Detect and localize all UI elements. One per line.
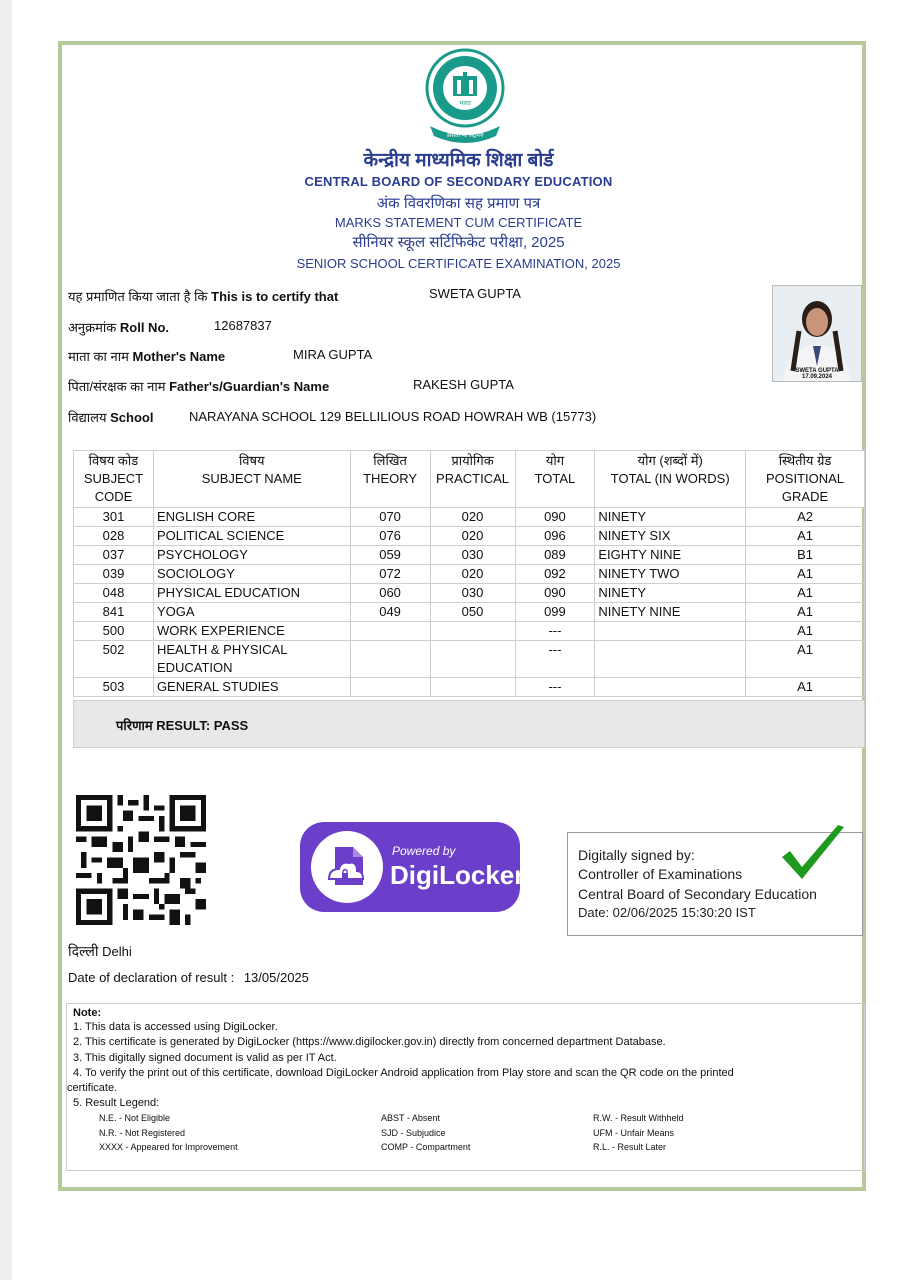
result-label-hindi: परिणाम: [116, 718, 153, 733]
signature-line-1: Digitally signed by:: [578, 847, 695, 863]
certify-label-english: This is to certify that: [211, 289, 339, 304]
school-name: NARAYANA SCHOOL 129 BELLILIOUS ROAD HOWRAH WB (15773): [189, 409, 597, 424]
roll-label: [68, 318, 169, 336]
table-row: 037 PSYCHOLOGY 059 030 089 EIGHTY NINE B1: [74, 546, 865, 565]
mother-label-hindi: माता का नाम: [68, 349, 129, 364]
legend-item: N.E. - Not Eligible: [99, 1113, 171, 1123]
mother-label: [68, 347, 225, 365]
qr-code[interactable]: [76, 795, 206, 925]
verified-checkmark-icon: [778, 823, 848, 885]
signature-line-3: Central Board of Secondary Education: [578, 886, 817, 902]
note-item: 4. To verify the print out of this certificate, download DigiLocker Android application from Play store and scan the QR code on the printed: [73, 1067, 734, 1079]
photo-caption: [773, 368, 861, 380]
digilocker-logo: [311, 831, 383, 903]
legend-item: R.L. - Result Later: [593, 1142, 667, 1152]
table-row: 503 GENERAL STUDIES --- A1: [74, 678, 865, 697]
table-row: 301 ENGLISH CORE 070 020 090 NINETY A2: [74, 508, 865, 527]
digilocker-badge[interactable]: [300, 822, 525, 912]
exam-name-hindi: सीनियर स्कूल सर्टिफिकेट परीक्षा, 2025: [352, 234, 565, 251]
document-type-english: MARKS STATEMENT CUM CERTIFICATE: [334, 215, 583, 230]
student-portrait-image: [773, 286, 861, 381]
roll-label-hindi: अनुक्रमांक: [68, 320, 117, 335]
marks-table: [73, 450, 865, 697]
father-name: RAKESH GUPTA: [413, 377, 514, 392]
certify-label-hindi: यह प्रमाणित किया जाता है कि: [68, 289, 208, 304]
certify-label: [68, 287, 338, 305]
header-total-words: योग (शब्दों में) TOTAL (IN WORDS): [595, 451, 746, 508]
legend-item: R.W. - Result Withheld: [593, 1113, 684, 1123]
father-label: [68, 377, 329, 395]
board-name-hindi: केन्द्रीय माध्यमिक शिक्षा बोर्ड: [363, 150, 554, 171]
mother-name: MIRA GUPTA: [293, 347, 373, 362]
note-item-continued: certificate.: [67, 1082, 118, 1094]
digilocker-cloud-file-icon: [311, 831, 383, 903]
notes-title: Note:: [73, 1007, 102, 1019]
header-subject-code: विषय कोड SUBJECT CODE: [74, 451, 154, 508]
place-hindi: दिल्ली: [68, 943, 99, 959]
note-item: 5. Result Legend:: [73, 1097, 160, 1109]
digilocker-brand: DigiLocker: [390, 860, 525, 890]
exam-name-english: SENIOR SCHOOL CERTIFICATE EXAMINATION, 2025: [296, 256, 621, 271]
result-bar: [73, 700, 865, 748]
legend-item: ABST - Absent: [381, 1113, 440, 1123]
table-row: 500 WORK EXPERIENCE --- A1: [74, 622, 865, 641]
legend-item: UFM - Unfair Means: [593, 1128, 675, 1138]
svg-text:असतो मा सद्गमय: असतो मा सद्गमय: [446, 132, 484, 139]
place-label: [68, 942, 132, 961]
header-positional-grade: स्थितीय ग्रेड POSITIONAL GRADE: [746, 451, 865, 508]
declaration-date: 13/05/2025: [243, 970, 309, 985]
table-row: 502 HEALTH & PHYSICAL EDUCATION --- A1: [74, 641, 865, 678]
header-total: योग TOTAL: [515, 451, 595, 508]
school-label-hindi: विद्यालय: [68, 410, 107, 425]
digilocker-powered-by: Powered by: [392, 844, 456, 858]
legend-item: N.R. - Not Registered: [99, 1128, 186, 1138]
photo-caption-name: SWETA GUPTA: [795, 368, 839, 374]
board-name-english: CENTRAL BOARD OF SECONDARY EDUCATION: [304, 174, 613, 189]
table-row: 048 PHYSICAL EDUCATION 060 030 090 NINETY A1: [74, 584, 865, 603]
header-practical: प्रायोगिक PRACTICAL: [430, 451, 515, 508]
legend-item: COMP - Compartment: [381, 1142, 471, 1152]
student-name: SWETA GUPTA: [429, 286, 521, 301]
svg-text:भारत: भारत: [459, 100, 471, 107]
father-label-english: Father's/Guardian's Name: [169, 379, 330, 394]
note-item: 2. This certificate is generated by DigiLocker (https://www.digilocker.gov.in) directly from concerned department Database.: [73, 1036, 666, 1048]
roll-label-english: Roll No.: [119, 320, 169, 335]
photo-caption-date: 17.09.2024: [801, 374, 833, 380]
declaration-label: Date of declaration of result :: [68, 970, 235, 985]
school-label: [68, 408, 153, 426]
school-label-english: School: [110, 410, 154, 425]
declaration-row: [68, 970, 309, 985]
place-english: Delhi: [102, 944, 132, 959]
header-subject-name: विषय SUBJECT NAME: [153, 451, 350, 508]
legend-item: SJD - Subjudice: [381, 1128, 446, 1138]
digital-signature-box: [567, 832, 863, 936]
mother-label-english: Mother's Name: [132, 349, 226, 364]
student-photo: [772, 285, 862, 382]
note-item: 3. This digitally signed document is valid as per IT Act.: [73, 1052, 337, 1064]
legend-item: XXXX - Appeared for Improvement: [99, 1142, 238, 1152]
note-item: 1. This data is accessed using DigiLocker.: [73, 1021, 278, 1033]
header-theory: लिखित THEORY: [350, 451, 430, 508]
result-value: RESULT: PASS: [156, 718, 249, 733]
roll-number: 12687837: [214, 318, 272, 333]
table-row: 039 SOCIOLOGY 072 020 092 NINETY TWO A1: [74, 565, 865, 584]
table-header-row: [74, 451, 865, 508]
cbse-emblem-logo: [420, 48, 510, 148]
document-type-hindi: अंक विवरणिका सह प्रमाण पत्र: [376, 195, 541, 212]
signature-date: Date: 02/06/2025 15:30:20 IST: [578, 905, 756, 920]
table-row: 028 POLITICAL SCIENCE 076 020 096 NINETY SIX A1: [74, 527, 865, 546]
result-text: [116, 716, 248, 734]
notes-box: [66, 1003, 865, 1171]
table-row: 841 YOGA 049 050 099 NINETY NINE A1: [74, 603, 865, 622]
signature-line-2: Controller of Examinations: [578, 866, 743, 882]
father-label-hindi: पिता/संरक्षक का नाम: [68, 379, 166, 394]
